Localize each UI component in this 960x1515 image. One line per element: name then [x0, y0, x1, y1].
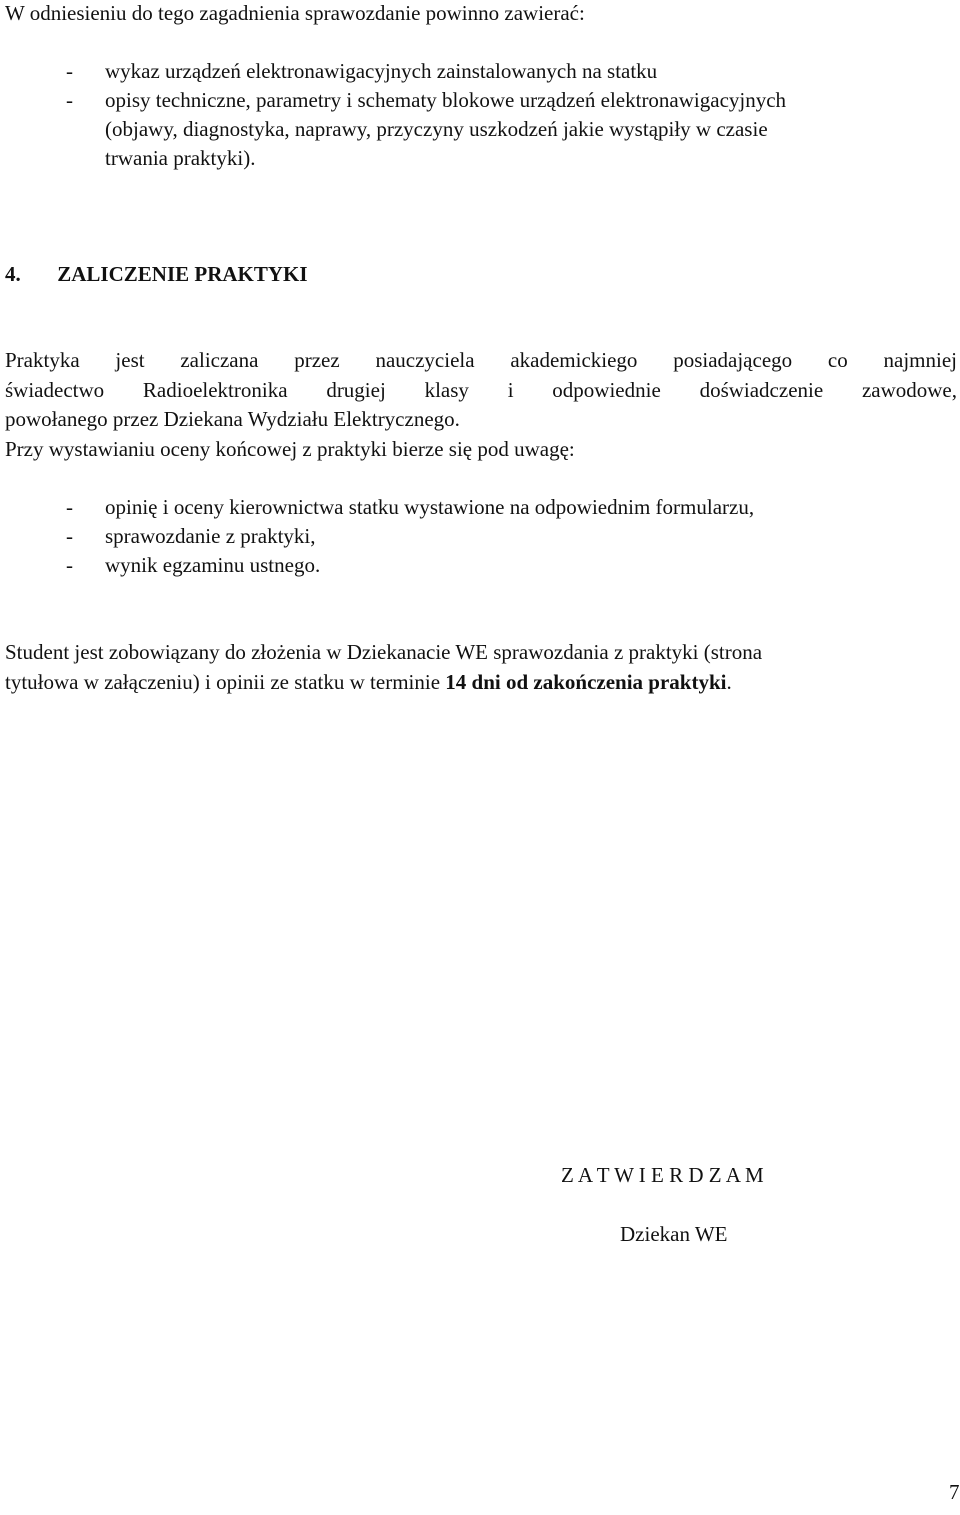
page-number: 7 [949, 1480, 960, 1504]
deadline-text: 14 dni od zakończenia praktyki [445, 670, 727, 694]
list-item-text: opinię i oceny kierownictwa statku wystawione na odpowiednim formularzu, [105, 495, 755, 519]
list-item-text: opisy techniczne, parametry i schematy blokowe urządzeń elektronawigacyjnych [105, 88, 787, 112]
section-heading [5, 259, 308, 289]
list-bullet: - [66, 553, 73, 577]
list-bullet: - [66, 88, 73, 112]
section-number: 4. [5, 262, 21, 286]
paragraph-line: świadectwo Radioelektronika drugiej klasy i odpowiednie doświadczenie zawodowe, [5, 378, 957, 402]
paragraph-line: powołanego przez Dziekana Wydziału Elektrycznego. [5, 407, 460, 431]
list-bullet: - [66, 524, 73, 548]
approval-title: Z A T W I E R D Z A M [561, 1163, 764, 1187]
paragraph-line: Student jest zobowiązany do złożenia w Dziekanacie WE sprawozdania z praktyki (strona [5, 640, 763, 664]
paragraph-text: . [726, 670, 732, 694]
intro-text: W odniesieniu do tego zagadnienia sprawozdanie powinno zawierać: [5, 1, 585, 25]
list-item [0, 550, 960, 580]
list-item [0, 85, 960, 175]
paragraph-line [5, 667, 732, 697]
section-title: ZALICZENIE PRAKTYKI [57, 262, 308, 286]
list-bullet: - [66, 59, 73, 83]
list-item [0, 521, 960, 551]
list-item [0, 56, 960, 86]
signatory: Dziekan WE [620, 1222, 728, 1246]
paragraph-line: Praktyka jest zaliczana przez nauczyciela akademickiego posiadającego co najmniej [5, 348, 957, 372]
list-item-text: wynik egzaminu ustnego. [105, 553, 321, 577]
list-item [0, 492, 960, 522]
paragraph-criteria: Przy wystawianiu oceny końcowej z praktyki bierze się pod uwagę: [5, 437, 575, 461]
list-item-text: trwania praktyki). [105, 146, 256, 170]
list-item-text: (objawy, diagnostyka, naprawy, przyczyny uszkodzeń jakie wystąpiły w czasie [105, 117, 768, 141]
list-item-text: wykaz urządzeń elektronawigacyjnych zainstalowanych na statku [105, 59, 658, 83]
paragraph-text: tytułowa w załączeniu) i opinii ze statku w terminie [5, 670, 446, 694]
list-bullet: - [66, 495, 73, 519]
list-item-text: sprawozdanie z praktyki, [105, 524, 316, 548]
